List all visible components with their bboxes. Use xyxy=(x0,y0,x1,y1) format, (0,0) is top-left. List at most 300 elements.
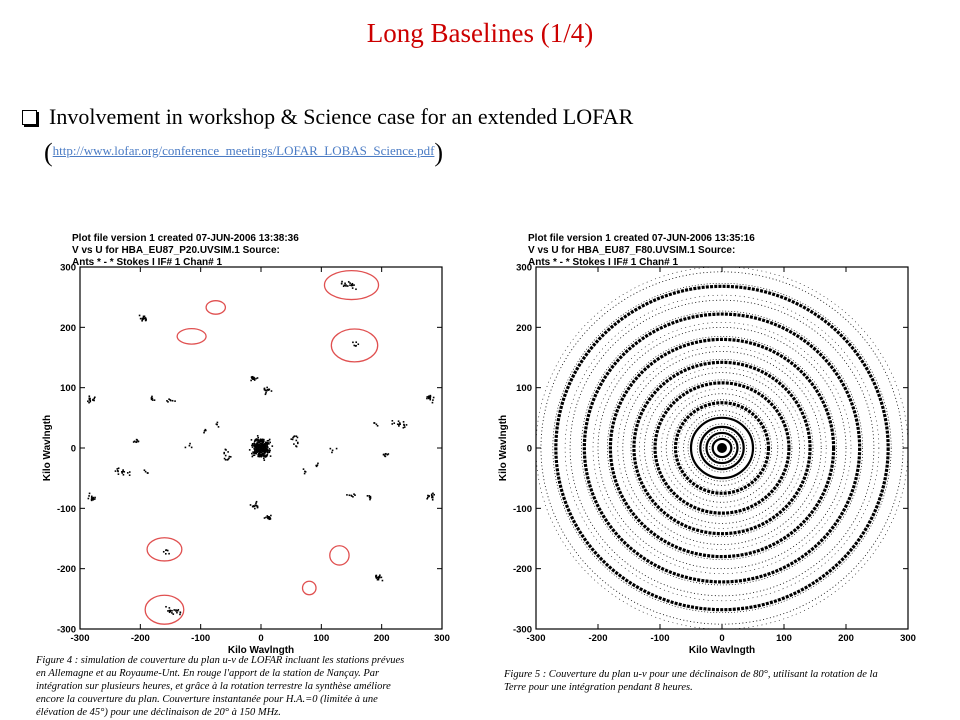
uv-point xyxy=(426,398,428,400)
plot-header-line: Plot file version 1 created 07-JUN-2006 13:35:16 xyxy=(528,233,755,244)
uv-point xyxy=(118,467,120,469)
uv-point xyxy=(89,399,91,401)
uv-point xyxy=(169,607,171,609)
uv-point xyxy=(269,451,271,453)
uv-point xyxy=(191,447,193,449)
uv-point xyxy=(87,400,89,402)
uv-point xyxy=(259,448,261,450)
uv-point xyxy=(250,380,252,382)
y-axis-label: Kilo Wavlngth xyxy=(498,414,509,482)
uv-point xyxy=(264,389,266,391)
x-tick-label: -100 xyxy=(650,633,670,644)
checkbox-bullet-icon xyxy=(22,110,37,125)
uv-point xyxy=(254,443,256,445)
caption-line: intégration sur plusieurs heures, et grâce à la rotation terrestre la synthèse améliore xyxy=(36,681,391,692)
caption-line: Terre pour une intégration pendant 8 heures. xyxy=(504,682,693,693)
uv-point xyxy=(267,454,269,456)
uv-point xyxy=(230,456,232,458)
x-tick-label: -200 xyxy=(588,633,608,644)
figure5-caption xyxy=(504,668,924,694)
uv-point xyxy=(429,399,431,401)
uv-point xyxy=(94,396,96,398)
uv-point xyxy=(432,493,434,495)
uv-point xyxy=(265,443,267,445)
x-tick-label: 200 xyxy=(373,633,390,644)
uv-points xyxy=(87,281,435,615)
uv-point xyxy=(271,390,273,392)
uv-point xyxy=(269,442,271,444)
x-tick-label: 100 xyxy=(313,633,330,644)
uv-point xyxy=(266,387,268,389)
plot-header-line: Plot file version 1 created 07-JUN-2006 13:38:36 xyxy=(72,233,299,244)
uv-coverage-plot-right xyxy=(498,225,920,656)
y-tick-label: 0 xyxy=(70,443,76,455)
uv-point xyxy=(256,501,258,503)
uv-point xyxy=(255,451,257,453)
uv-point xyxy=(264,445,266,447)
uv-point xyxy=(139,315,141,317)
uv-point xyxy=(257,377,259,379)
uv-point xyxy=(252,443,254,445)
uv-point xyxy=(268,517,270,519)
uv-point xyxy=(304,473,306,475)
uv-point xyxy=(352,342,354,344)
uv-point xyxy=(353,493,355,495)
caption-line: Figure 4 : simulation de couverture du plan u-v de LOFAR incluant les stations prévues xyxy=(36,655,405,666)
nancay-highlight-circle xyxy=(206,301,225,315)
uv-point xyxy=(316,466,318,468)
plot-header-line: Ants * - * Stokes I IF# 1 Chan# 1 xyxy=(72,257,223,268)
uv-point xyxy=(349,494,351,496)
uv-point xyxy=(351,495,353,497)
uv-point xyxy=(269,389,271,391)
uv-point xyxy=(165,553,167,555)
uv-point xyxy=(189,445,191,447)
x-tick-label: -300 xyxy=(526,633,546,644)
open-paren: ( xyxy=(44,138,53,167)
uv-point xyxy=(203,432,205,434)
uv-point xyxy=(166,549,168,551)
uv-point xyxy=(341,281,343,283)
uv-point xyxy=(260,452,262,454)
uv-point xyxy=(403,424,405,426)
uv-point xyxy=(269,450,271,452)
uv-point xyxy=(265,392,267,394)
uv-point xyxy=(129,471,131,473)
uv-point xyxy=(430,395,432,397)
uv-point xyxy=(266,390,268,392)
close-paren: ) xyxy=(434,138,444,167)
uv-point xyxy=(154,399,156,401)
uv-point xyxy=(432,402,434,404)
plot-header-line: V vs U for HBA_EU87_F80.UVSIM.1 Source: xyxy=(528,245,736,256)
y-tick-label: -200 xyxy=(56,564,76,576)
uv-point xyxy=(355,288,357,290)
uv-point xyxy=(336,448,338,450)
uv-point xyxy=(303,468,305,470)
uv-point xyxy=(296,435,298,437)
uv-point xyxy=(217,422,219,424)
uv-point xyxy=(257,435,259,437)
uv-point xyxy=(167,401,169,403)
uv-point xyxy=(145,471,147,473)
uv-point xyxy=(256,450,258,452)
uv-point xyxy=(376,577,378,579)
uv-point xyxy=(189,443,191,445)
uv-point xyxy=(378,579,380,581)
y-axis-label: Kilo Wavlngth xyxy=(42,414,53,482)
uv-point xyxy=(376,424,378,426)
uv-point xyxy=(115,470,117,472)
plot-header-line: Ants * - * Stokes I IF# 1 Chan# 1 xyxy=(528,257,679,268)
bullet-item xyxy=(22,104,633,130)
nancay-highlight-circle xyxy=(147,538,182,561)
uv-point xyxy=(88,498,90,500)
uv-point xyxy=(135,441,137,443)
uv-point xyxy=(151,396,153,398)
uv-point xyxy=(117,471,119,473)
y-tick-label: 200 xyxy=(516,322,532,334)
uv-point xyxy=(205,429,207,431)
uv-point xyxy=(268,440,270,442)
uv-point xyxy=(296,440,298,442)
uv-point xyxy=(263,458,265,460)
uv-point xyxy=(399,422,401,424)
y-tick-label: -100 xyxy=(512,503,532,515)
uv-point xyxy=(351,285,353,287)
uv-point xyxy=(123,474,125,476)
uv-point xyxy=(265,451,267,453)
uv-point xyxy=(179,614,181,616)
uv-point xyxy=(262,440,264,442)
uv-point xyxy=(403,421,405,423)
uv-point xyxy=(251,439,253,441)
uv-point xyxy=(391,423,393,425)
uv-point xyxy=(344,283,346,285)
bullet-text: Involvement in workshop & Science case for an extended LOFAR xyxy=(49,104,634,129)
uv-point xyxy=(404,426,406,428)
uv-point xyxy=(251,453,253,455)
uv-point xyxy=(346,494,348,496)
uv-point xyxy=(355,341,357,343)
uv-point xyxy=(116,468,118,470)
uv-point xyxy=(296,446,298,448)
uv-point xyxy=(173,609,175,611)
x-tick-label: 200 xyxy=(838,633,854,644)
uv-point xyxy=(251,376,253,378)
y-tick-label: -100 xyxy=(56,503,76,515)
caption-line: encore la couverture du plan. Couverture instantanée pour H.A.=0 (limitée à une xyxy=(36,694,378,705)
uv-point xyxy=(257,456,259,458)
x-tick-label: -200 xyxy=(130,633,150,644)
uv-point xyxy=(388,453,390,455)
uv-point xyxy=(349,284,351,286)
uv-point xyxy=(262,446,264,448)
uv-point xyxy=(254,449,256,451)
uv-point xyxy=(165,606,167,608)
uv-point xyxy=(398,420,400,422)
uv-point xyxy=(353,284,355,286)
science-case-link[interactable]: http://www.lofar.org/conference_meetings/LOFAR_LOBAS_Science.pdf xyxy=(52,143,435,158)
uv-point xyxy=(171,610,173,612)
uv-point xyxy=(172,613,174,615)
uv-point xyxy=(266,445,268,447)
x-tick-label: 300 xyxy=(900,633,916,644)
uv-point xyxy=(369,499,371,501)
uv-point xyxy=(94,497,96,499)
uv-point xyxy=(403,427,405,429)
uv-point xyxy=(259,442,261,444)
uv-point xyxy=(180,612,182,614)
uv-point xyxy=(330,448,332,450)
uv-point xyxy=(167,610,169,612)
figure4-caption xyxy=(36,654,456,719)
uv-point xyxy=(332,450,334,452)
uv-point xyxy=(118,473,120,475)
uv-point xyxy=(432,499,434,501)
uv-point xyxy=(225,459,227,461)
uv-point xyxy=(266,455,268,457)
uv-point xyxy=(94,498,96,500)
uv-point xyxy=(377,425,379,427)
uv-point xyxy=(257,507,259,509)
uv-point xyxy=(406,424,408,426)
caption-line: Figure 5 : Couverture du plan u-v pour une déclinaison de 80°, utilisant la rotation de la xyxy=(504,669,878,680)
uv-point xyxy=(263,451,265,453)
uv-point xyxy=(253,455,255,457)
uv-point xyxy=(367,495,369,497)
uv-point xyxy=(256,447,258,449)
uv-point xyxy=(428,496,430,498)
uv-point xyxy=(225,455,227,457)
uv-point xyxy=(343,285,345,287)
uv-point xyxy=(174,400,176,402)
slide-title: Long Baselines (1/4) xyxy=(366,18,594,48)
uv-point xyxy=(432,497,434,499)
uv-point xyxy=(140,318,142,320)
uv-point xyxy=(348,281,350,283)
y-tick-label: -200 xyxy=(512,564,532,576)
uv-point xyxy=(254,441,256,443)
uv-point xyxy=(144,469,146,471)
plot-header-line: V vs U for HBA_EU87_P20.UVSIM.1 Source: xyxy=(72,245,280,256)
uv-point xyxy=(252,506,254,508)
uv-point xyxy=(426,498,428,500)
uv-point xyxy=(267,515,269,517)
uv-point xyxy=(331,452,333,454)
uv-point xyxy=(398,425,400,427)
uv-point xyxy=(432,399,434,401)
uv-point xyxy=(304,471,306,473)
uv-point xyxy=(259,455,261,457)
uv-point xyxy=(271,445,273,447)
uv-point xyxy=(263,459,265,461)
y-tick-label: 100 xyxy=(60,383,76,395)
uv-point xyxy=(261,443,263,445)
uv-point xyxy=(292,437,294,439)
uv-point xyxy=(290,438,292,440)
uv-point xyxy=(257,437,259,439)
uv-point xyxy=(270,515,272,517)
uv-point xyxy=(89,395,91,397)
x-axis-label: Kilo Wavlngth xyxy=(688,645,756,656)
uv-point xyxy=(253,377,255,379)
uv-point xyxy=(393,422,395,424)
uv-point xyxy=(375,575,377,577)
uv-point xyxy=(251,445,253,447)
y-tick-label: 0 xyxy=(526,443,532,455)
uv-point xyxy=(176,612,178,614)
uv-point xyxy=(91,496,93,498)
uv-point xyxy=(357,343,359,345)
uv-point xyxy=(255,502,257,504)
uv-point xyxy=(89,493,91,495)
uv-point xyxy=(88,398,90,400)
uv-point xyxy=(122,469,124,471)
uv-point xyxy=(266,451,268,453)
uv-point xyxy=(266,448,268,450)
y-tick-label: -300 xyxy=(56,624,76,636)
uv-point xyxy=(426,396,428,398)
uv-core xyxy=(717,443,727,453)
uv-point xyxy=(136,439,138,441)
uv-point xyxy=(384,455,386,457)
uv-point xyxy=(257,447,259,449)
uv-point xyxy=(227,459,229,461)
x-tick-label: -300 xyxy=(70,633,90,644)
nancay-highlight-circle xyxy=(330,546,349,565)
uv-point xyxy=(263,447,265,449)
uv-point xyxy=(370,496,372,498)
x-tick-label: 300 xyxy=(434,633,450,644)
uv-point xyxy=(127,472,129,474)
uv-point xyxy=(297,442,299,444)
y-tick-label: 300 xyxy=(60,262,76,274)
uv-point xyxy=(355,345,357,347)
uv-point xyxy=(168,553,170,555)
y-tick-label: 200 xyxy=(60,322,76,334)
uv-point xyxy=(227,451,229,453)
uv-point xyxy=(171,612,173,614)
uv-point xyxy=(265,442,267,444)
uv-point xyxy=(262,453,264,455)
uv-point xyxy=(257,505,259,507)
uv-point xyxy=(265,517,267,519)
uv-point xyxy=(254,508,256,510)
uv-point xyxy=(433,397,435,399)
uv-point xyxy=(293,443,295,445)
link-line xyxy=(44,138,443,168)
uv-point xyxy=(253,452,255,454)
uv-point xyxy=(264,517,266,519)
uv-point xyxy=(264,388,266,390)
uv-point xyxy=(267,443,269,445)
uv-point xyxy=(88,402,90,404)
uv-point xyxy=(178,609,180,611)
uv-point xyxy=(91,500,93,502)
uv-point xyxy=(270,518,272,520)
uv-point xyxy=(151,399,153,401)
uv-point xyxy=(250,504,252,506)
uv-point xyxy=(265,393,267,395)
uv-point xyxy=(433,494,435,496)
x-tick-label: 0 xyxy=(258,633,264,644)
uv-point xyxy=(256,453,258,455)
uv-point xyxy=(256,444,258,446)
uv-tracks xyxy=(536,267,908,629)
uv-point xyxy=(133,441,135,443)
x-tick-label: 0 xyxy=(719,633,725,644)
uv-point xyxy=(428,395,430,397)
nancay-highlight-circle xyxy=(303,581,317,595)
plot-right-svg xyxy=(498,225,920,656)
caption-line: en Allemagne et au Royaume-Unt. En rouge l'apport de la station de Nançay. Par xyxy=(36,668,380,679)
y-tick-label: 100 xyxy=(516,383,532,395)
caption-line: élévation de 45°) pour une déclinaison de 20° à 150 MHz. xyxy=(36,707,281,718)
uv-point xyxy=(341,283,343,285)
uv-point xyxy=(263,439,265,441)
uv-point xyxy=(257,439,259,441)
uv-coverage-plot-left xyxy=(40,225,450,656)
uv-point xyxy=(254,504,256,506)
uv-point xyxy=(170,610,172,612)
uv-point xyxy=(254,379,256,381)
uv-point xyxy=(270,455,272,457)
x-tick-label: 100 xyxy=(776,633,792,644)
uv-point xyxy=(345,284,347,286)
uv-point xyxy=(92,399,94,401)
uv-point xyxy=(374,422,376,424)
uv-point xyxy=(121,472,123,474)
uv-point xyxy=(225,449,227,451)
uv-point xyxy=(382,580,384,582)
uv-point xyxy=(294,435,296,437)
x-tick-label: -100 xyxy=(191,633,211,644)
uv-point xyxy=(228,458,230,460)
uv-point xyxy=(385,453,387,455)
uv-point xyxy=(88,495,90,497)
uv-point xyxy=(317,463,319,465)
uv-point xyxy=(255,439,257,441)
uv-point xyxy=(216,424,218,426)
uv-point xyxy=(381,577,383,579)
uv-point xyxy=(249,449,251,451)
x-axis-label: Kilo Wavlngth xyxy=(227,645,295,656)
plot-left-svg xyxy=(40,225,450,656)
uv-point xyxy=(92,499,94,501)
uv-point xyxy=(347,285,349,287)
uv-point xyxy=(349,282,351,284)
uv-point xyxy=(255,378,257,380)
uv-point xyxy=(352,287,354,289)
uv-point xyxy=(169,399,171,401)
nancay-highlight-circle xyxy=(177,329,206,344)
uv-point xyxy=(147,472,149,474)
y-tick-label: -300 xyxy=(512,624,532,636)
uv-point xyxy=(145,317,147,319)
uv-point xyxy=(223,453,225,455)
uv-point xyxy=(265,448,267,450)
uv-point xyxy=(143,318,145,320)
uv-point xyxy=(252,446,254,448)
uv-point xyxy=(129,474,131,476)
uv-point xyxy=(185,447,187,449)
uv-point xyxy=(392,420,394,422)
uv-point xyxy=(378,576,380,578)
uv-point xyxy=(145,319,147,321)
uv-point xyxy=(269,448,271,450)
uv-point xyxy=(175,610,177,612)
